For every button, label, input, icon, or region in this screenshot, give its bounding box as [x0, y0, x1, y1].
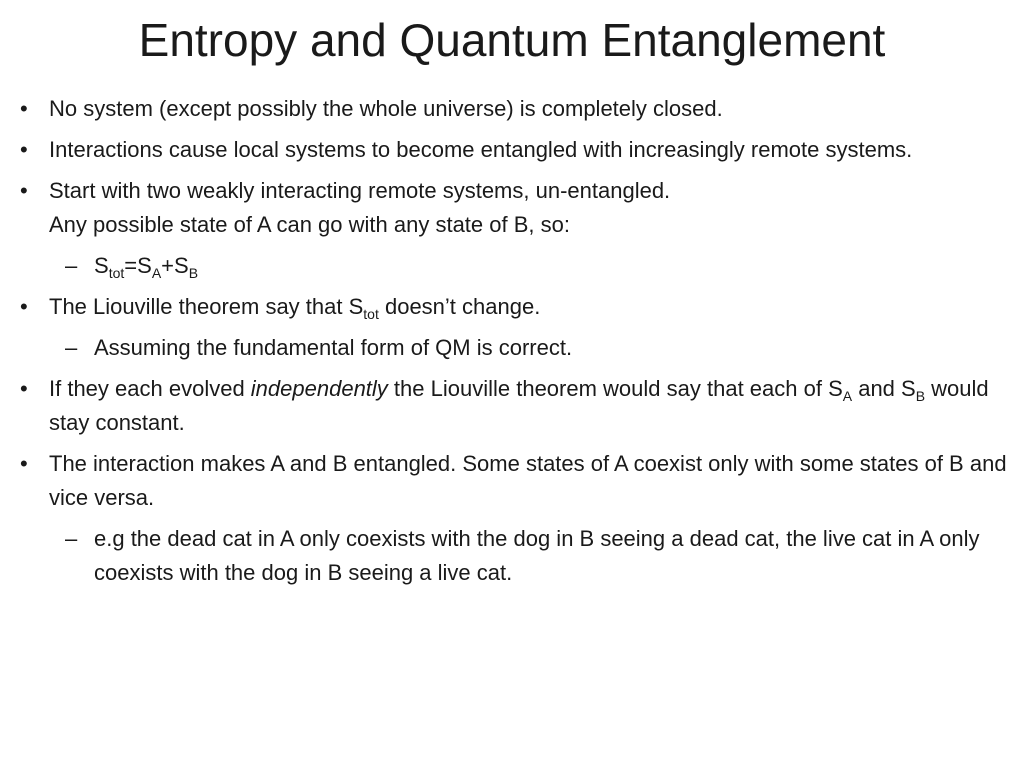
bullet-marker: • [20, 451, 28, 476]
bullet-marker: • [20, 294, 28, 319]
eq-subscript: A [151, 265, 162, 281]
bullet-text [49, 294, 541, 322]
bullet-text-line: Start with two weakly interacting remote systems, un-entangled. [49, 178, 671, 203]
bullet-item [20, 133, 1010, 167]
bullet-marker: • [20, 96, 28, 121]
text-emphasis: independently [250, 376, 388, 401]
text-part: If they each evolved [49, 376, 251, 401]
sub-bullet-text: e.g the dead cat in A only coexists with the dog in B seeing a dead cat, the live cat in A only coexists with the dog in B seeing a live cat. [94, 526, 980, 585]
bullet-item [20, 290, 1010, 324]
bullet-text [49, 376, 989, 435]
text-part: would stay constant. [49, 376, 989, 435]
bullet-item [20, 447, 1010, 515]
text-part: The Liouville theorem say that S [49, 294, 364, 319]
bullet-text: No system (except possibly the whole universe) is completely closed. [49, 96, 723, 121]
bullet-marker: • [20, 376, 28, 401]
bullet-text: The interaction makes A and B entangled. Some states of A coexist only with some states of B and vice versa. [49, 451, 1007, 510]
bullet-marker: • [20, 137, 28, 162]
sub-bullet-text: Assuming the fundamental form of QM is correct. [94, 335, 573, 360]
eq-symbol: = [124, 253, 138, 278]
eq-symbol: S [94, 253, 109, 278]
text-subscript: tot [363, 306, 379, 322]
sub-bullet-item [20, 331, 1010, 365]
text-subscript: B [915, 388, 926, 404]
entropy-equation [94, 253, 199, 281]
eq-symbol: + [161, 253, 175, 278]
bullet-list [20, 92, 1010, 597]
bullet-text-line: Any possible state of A can go with any state of B, so: [49, 212, 570, 237]
slide-title: Entropy and Quantum Entanglement [138, 14, 886, 66]
bullet-item [20, 92, 1010, 126]
bullet-item [20, 174, 1010, 242]
sub-bullet-item [20, 522, 1010, 590]
dash-marker: – [65, 335, 78, 360]
dash-marker: – [65, 253, 78, 278]
text-subscript: A [842, 388, 853, 404]
bullet-text: Interactions cause local systems to become entangled with increasingly remote systems. [49, 137, 913, 162]
eq-symbol: S [137, 253, 152, 278]
dash-marker: – [65, 526, 78, 551]
eq-subscript: B [188, 265, 199, 281]
sub-bullet-item [20, 249, 1010, 283]
bullet-item [20, 372, 1010, 440]
text-part: and S [852, 376, 916, 401]
bullet-marker: • [20, 178, 28, 203]
text-part: doesn’t change. [378, 294, 541, 319]
text-part: the Liouville theorem would say that each of S [387, 376, 843, 401]
eq-subscript: tot [108, 265, 125, 281]
eq-symbol: S [174, 253, 189, 278]
